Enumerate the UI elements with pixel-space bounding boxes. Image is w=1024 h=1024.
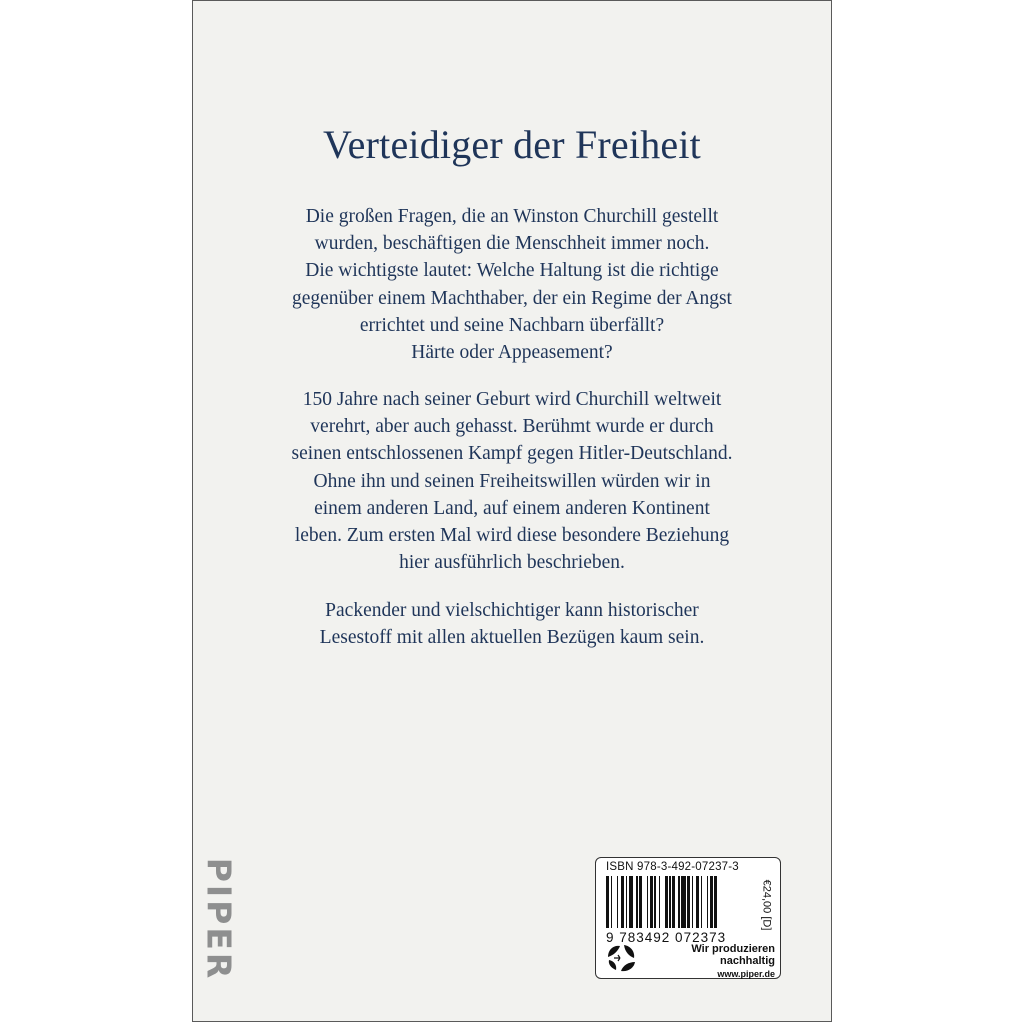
- barcode-stripe: [672, 876, 675, 928]
- barcode-stripe: [654, 876, 656, 928]
- barcode-stripe: [696, 876, 699, 928]
- barcode-stripe: [621, 876, 624, 928]
- barcode-stripe: [710, 876, 713, 928]
- blurb-paragraph-1: [233, 203, 791, 366]
- barcode-stripe: [707, 876, 709, 928]
- barcode-stripe: [617, 876, 619, 928]
- book-back-cover: [192, 0, 832, 1022]
- blurb-line: wurden, beschäftigen die Menschheit immer noch.: [314, 233, 710, 255]
- blurb-line: gegenüber einem Machthaber, der ein Regime der Angst: [292, 287, 732, 309]
- blurb-line: 150 Jahre nach seiner Geburt wird Churchill weltweit: [302, 389, 722, 410]
- barcode-stripe: [647, 876, 649, 928]
- blurb-line: Packender und vielschichtiger kann historischer: [325, 600, 699, 621]
- barcode-stripe: [692, 876, 694, 928]
- barcode-stripe: [636, 876, 638, 928]
- recycle-leaves-icon: [604, 943, 638, 973]
- blurb-line: leben. Zum ersten Mal wird diese besondere Beziehung: [294, 525, 730, 547]
- blurb-line: errichtet und seine Nachbarn überfällt?: [359, 314, 665, 336]
- price-tag: [755, 874, 777, 936]
- eco-label: [660, 943, 775, 980]
- barcode-stripe: [639, 876, 642, 928]
- blurb-line: Lesestoff mit allen aktuellen Bezügen kaum sein.: [319, 627, 705, 649]
- barcode-stripe: [701, 876, 703, 928]
- blurb-line: Ohne ihn und seinen Freiheitswillen würden wir in: [313, 470, 711, 492]
- barcode-stripe: [650, 876, 653, 928]
- publisher-logo: [199, 859, 239, 979]
- isbn-text: ISBN 978-3-492-07237-3: [606, 861, 739, 873]
- publisher-name: PIPER: [199, 857, 239, 981]
- blurb-line: seinen entschlossenen Kampf gegen Hitler-Deutschland.: [291, 443, 733, 465]
- price-text: €24,00 [D]: [760, 879, 773, 931]
- blurb-paragraph-3: [233, 597, 791, 651]
- eco-line-1: Wir produzieren: [691, 943, 775, 955]
- barcode-bars: [606, 876, 751, 928]
- blurb-line: Härte oder Appeasement?: [411, 342, 613, 364]
- blurb-line: einem anderen Land, auf einem anderen Kontinent: [314, 497, 710, 519]
- blurb-line: Die großen Fragen, die an Winston Churchill gestellt: [305, 206, 719, 227]
- barcode-stripe: [606, 876, 609, 928]
- ean-digits: 9 783492 072373: [606, 930, 727, 945]
- barcode-stripe: [611, 876, 613, 928]
- blurb-line: verehrt, aber auch gehasst. Berühmt wurde er durch: [310, 416, 714, 438]
- eco-line-2: nachhaltig: [719, 955, 775, 967]
- barcode-stripe: [714, 876, 717, 928]
- blurb-paragraph-2: [233, 386, 791, 576]
- barcode-stripe: [629, 876, 634, 928]
- barcode-stripe: [681, 876, 686, 928]
- barcode-stripe: [687, 876, 690, 928]
- blurb-line: Die wichtigste lautet: Welche Haltung ist die richtige: [305, 260, 719, 282]
- cover-title: Verteidiger der Freiheit: [323, 122, 701, 167]
- barcode-stripe: [665, 876, 668, 928]
- barcode-label: [595, 857, 781, 979]
- blurb-line: hier ausführlich beschrieben.: [399, 552, 625, 574]
- publisher-url: www.piper.de: [717, 969, 775, 979]
- barcode-stripe: [626, 876, 628, 928]
- barcode-stripe: [659, 876, 661, 928]
- barcode-stripe: [669, 876, 671, 928]
- barcode-stripe: [678, 876, 680, 928]
